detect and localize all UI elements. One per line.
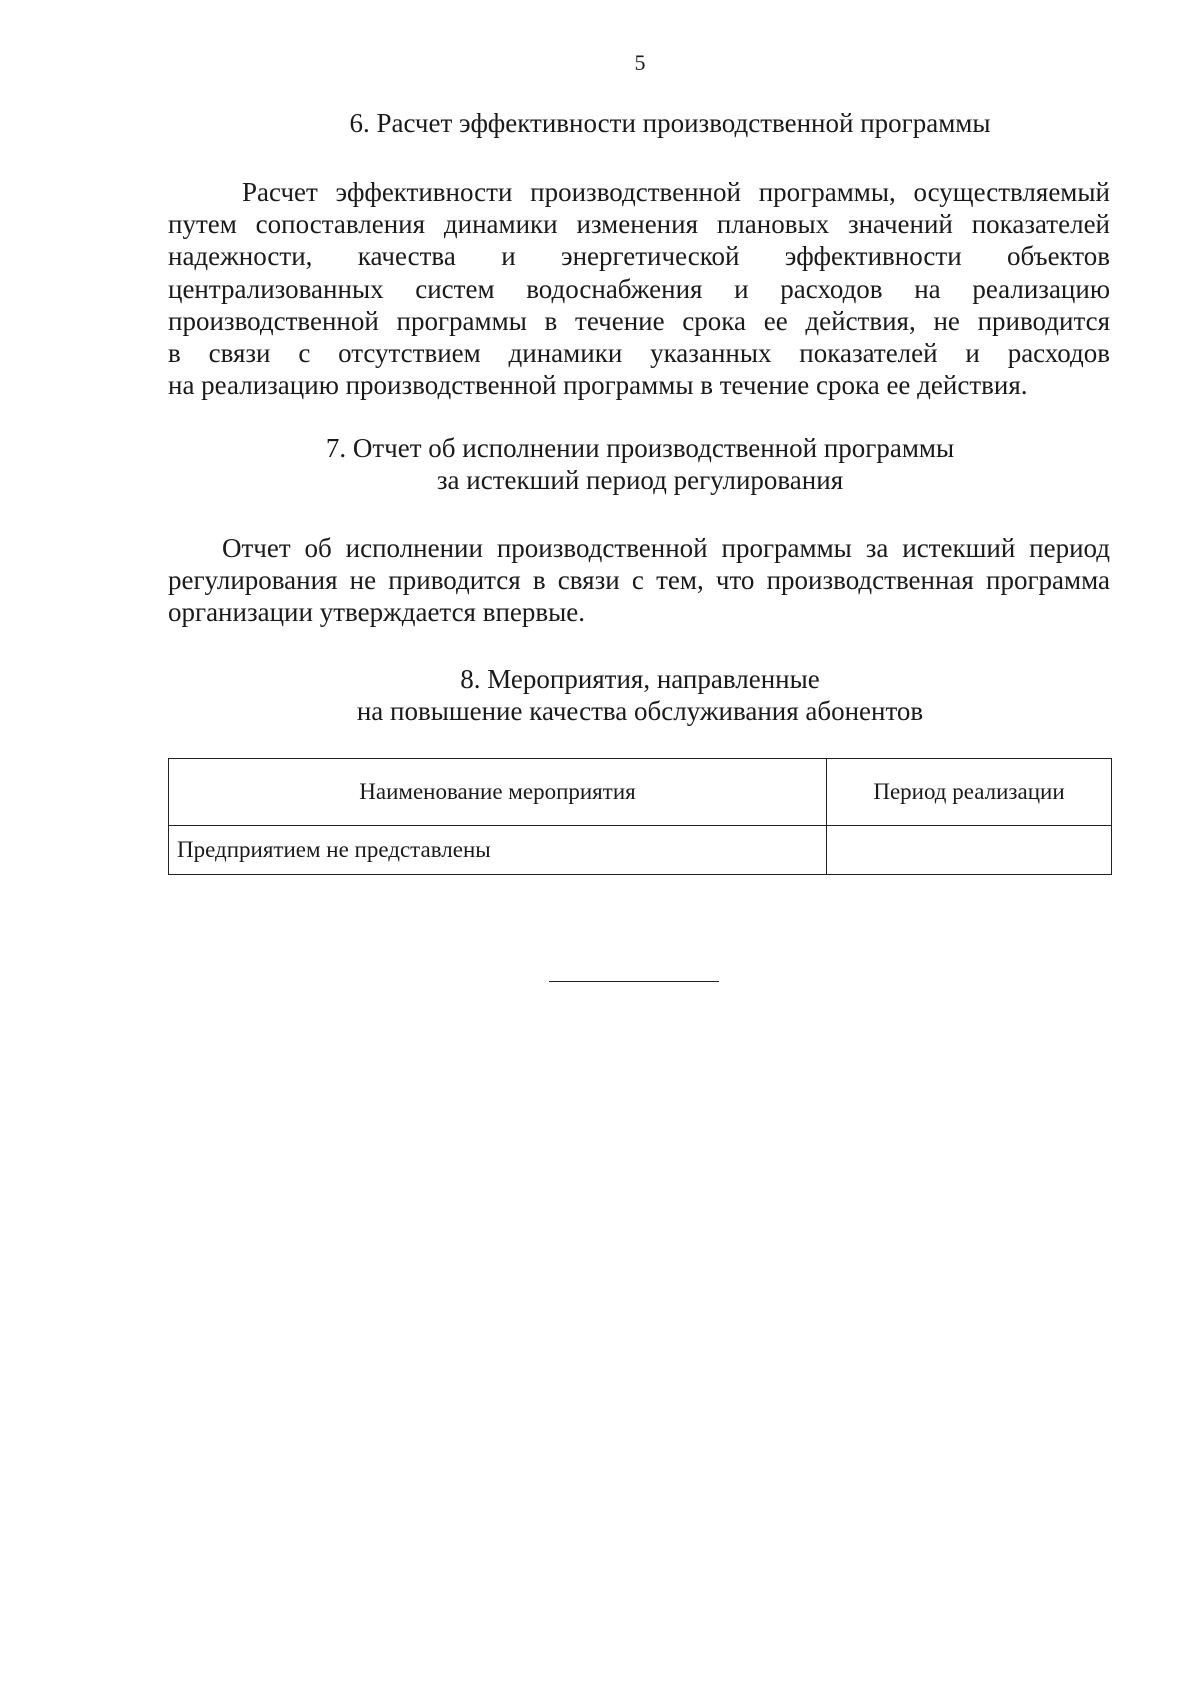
paragraph-line: Отчет об исполнении производственной программы за истекший период [222, 533, 1110, 563]
section-6-paragraph [168, 176, 1110, 401]
section-8-title [170, 663, 1110, 727]
paragraph-line: централизованных систем водоснабжения и расходов на реализацию [168, 273, 1110, 304]
column-header-period: Период реализации [827, 759, 1112, 826]
table-header-row [169, 759, 1112, 826]
paragraph-line: путем сопоставления динамики изменения плановых значений показателей [168, 209, 1110, 240]
paragraph-line: надежности, качества и энергетической эффективности объектов [168, 241, 1110, 272]
paragraph-line: организации утверждается впервые. [168, 597, 586, 628]
section-7-title [170, 432, 1110, 496]
paragraph-line: Расчет эффективности производственной программы, осуществляемый [242, 177, 1110, 207]
section-7-title-line-2: за истекший период регулирования [436, 465, 844, 495]
section-8-title-line-2: на повышение качества обслуживания абонентов [356, 696, 924, 726]
section-7-title-line-1: 7. Отчет об исполнении производственной программы [325, 433, 955, 463]
end-of-document-line [549, 981, 719, 982]
table-cell-measure-name: Предприятием не представлены [169, 826, 827, 875]
section-7-paragraph [168, 532, 1110, 629]
paragraph-line: регулирования не приводится в связи с тем, что производственная программа [168, 565, 1110, 596]
paragraph-line: в связи с отсутствием динамики указанных показателей и расходов [168, 338, 1110, 369]
section-8-title-line-1: 8. Мероприятия, направленные [460, 664, 820, 694]
table-cell-period [827, 826, 1112, 875]
paragraph-line: на реализацию производственной программы в течение срока ее действия. [168, 370, 1028, 401]
paragraph-line: производственной программы в течение срока ее действия, не приводится [168, 305, 1110, 336]
column-header-measure-name: Наименование мероприятия [169, 759, 827, 826]
measures-table [168, 758, 1112, 875]
table-row [169, 826, 1112, 875]
section-6-title: 6. Расчет эффективности производственной программы [349, 108, 991, 138]
page-number: 5 [634, 50, 646, 75]
